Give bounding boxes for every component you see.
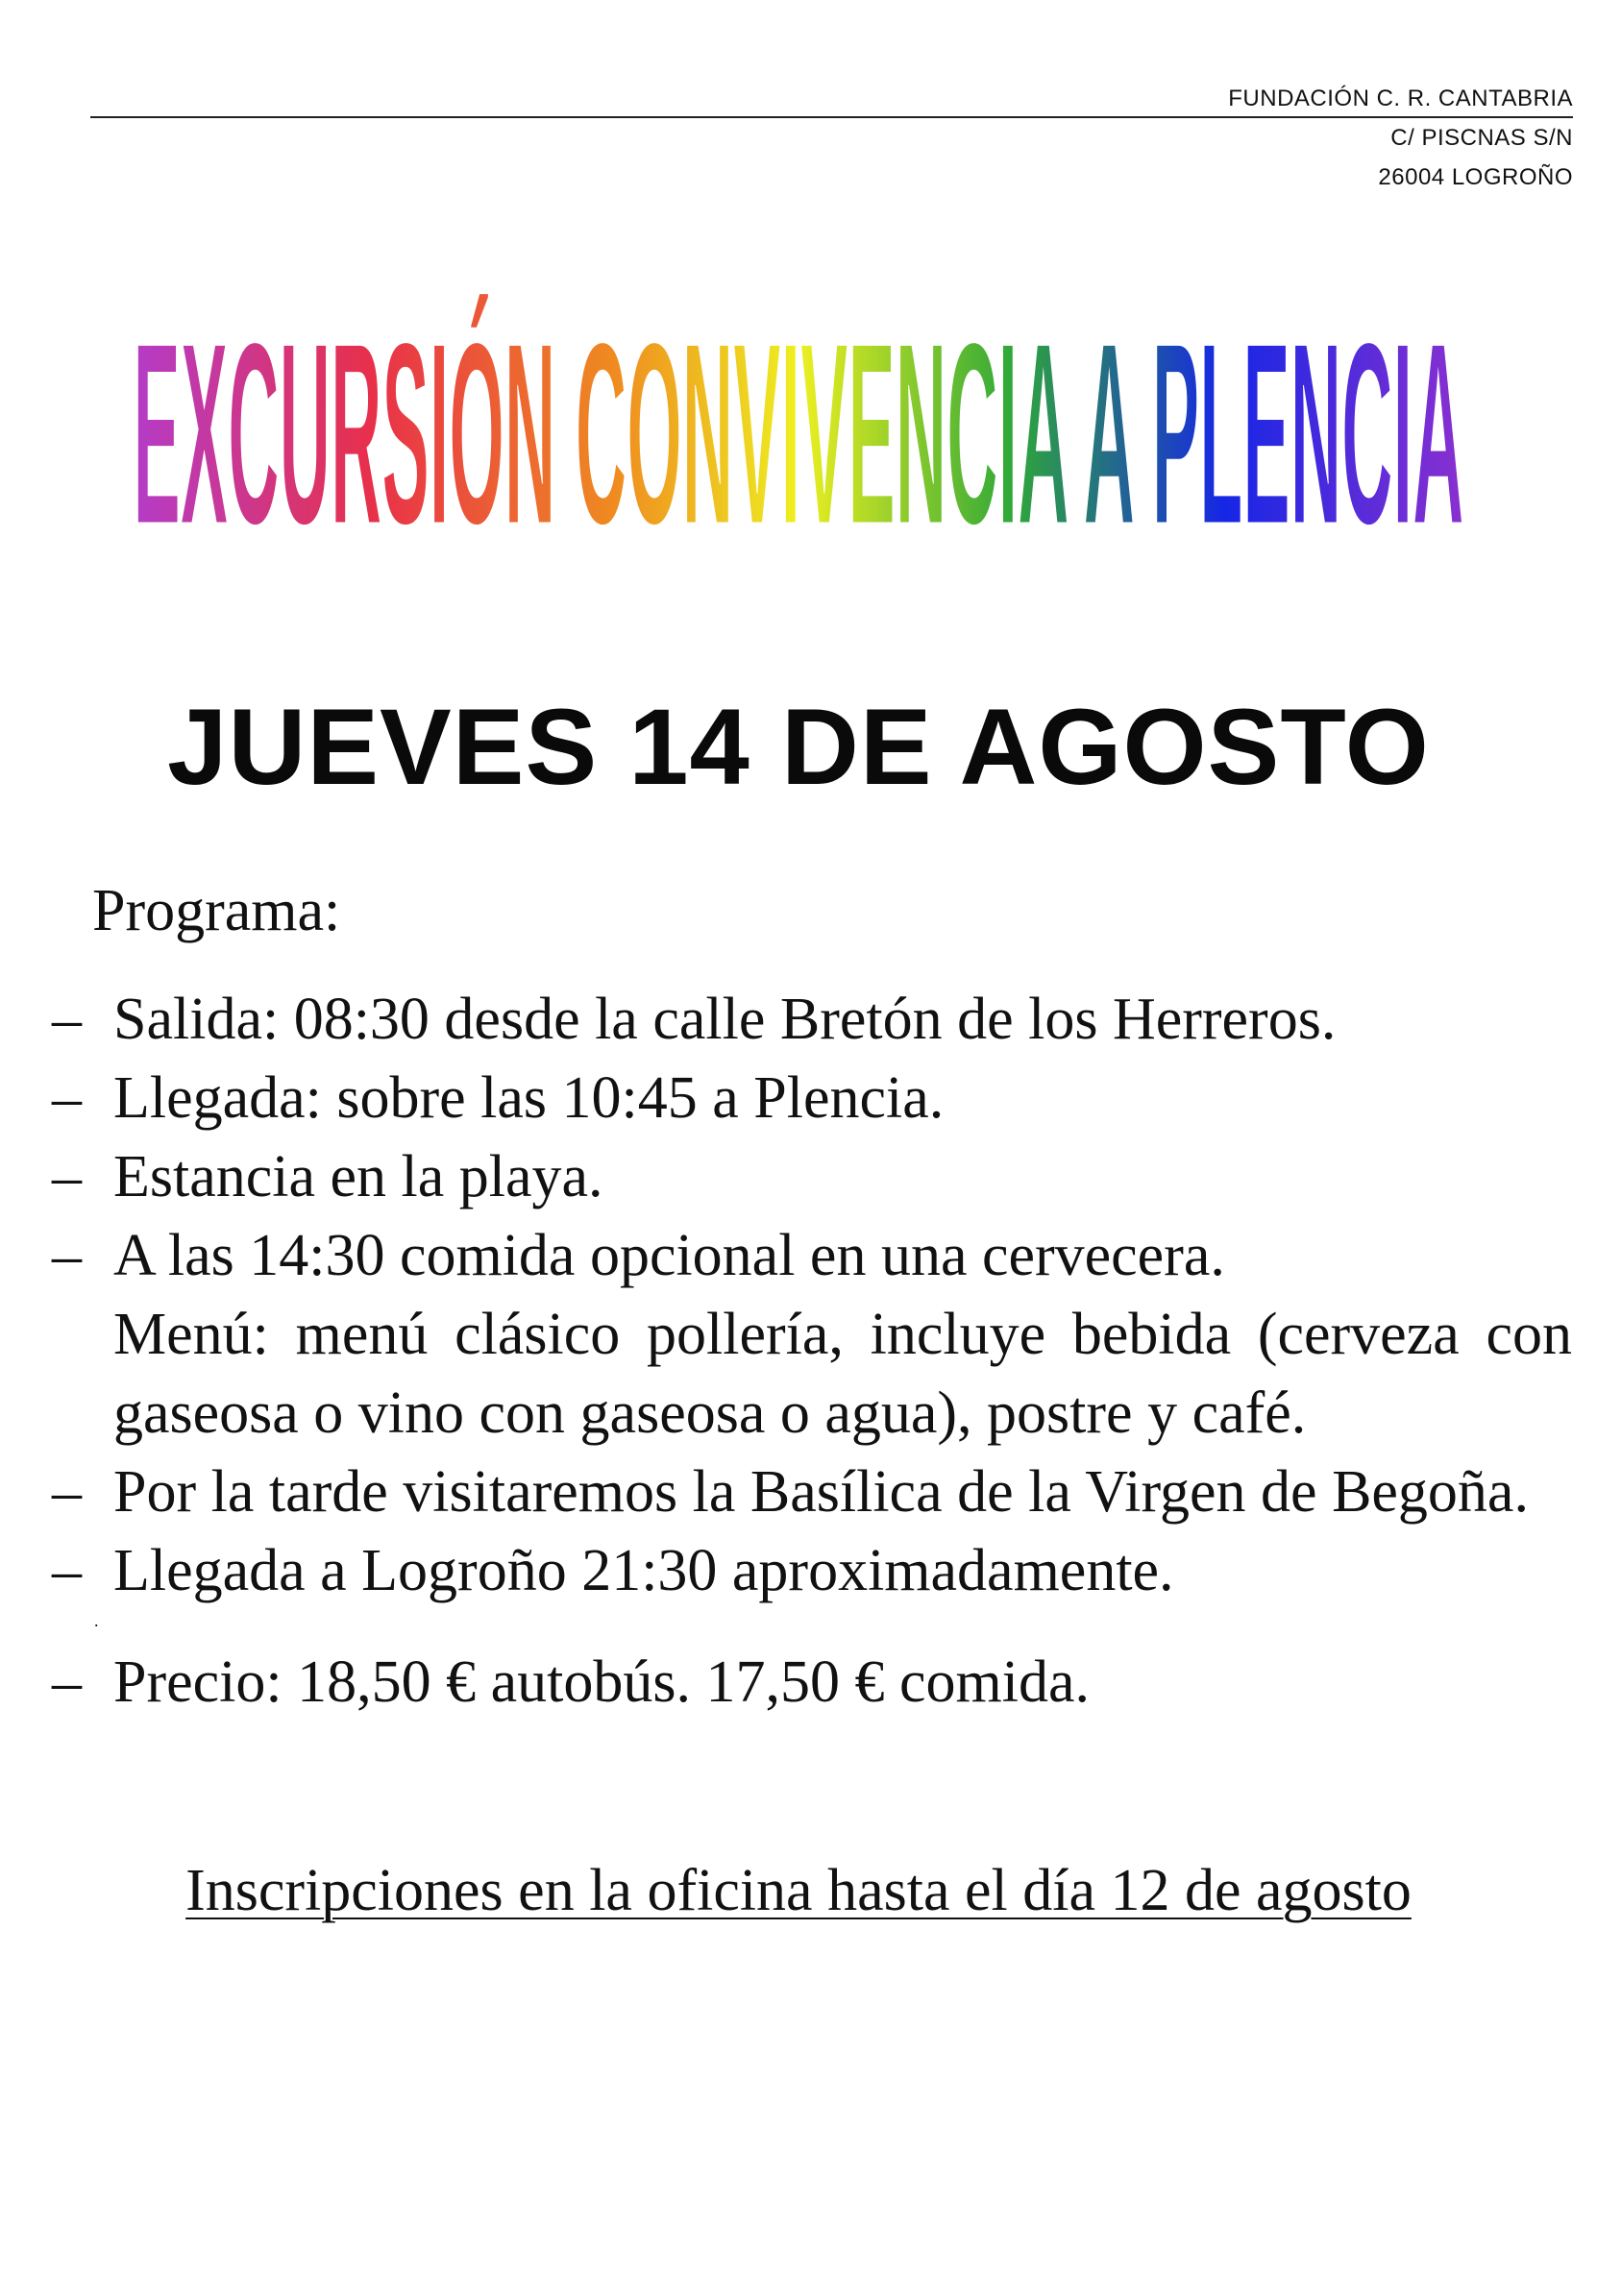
list-item: – Llegada a Logroño 21:30 aproximadamente. bbox=[52, 1531, 1572, 1610]
dash-bullet: – bbox=[52, 1459, 82, 1525]
list-item: – A las 14:30 comida opcional en una cervecera. bbox=[52, 1216, 1572, 1295]
list-item: – Salida: 08:30 desde la calle Bretón de los Herreros. bbox=[52, 980, 1572, 1059]
program-label: Programa: bbox=[92, 878, 341, 943]
list-item: – Estancia en la playa. bbox=[52, 1137, 1572, 1216]
program-list bbox=[52, 980, 1572, 1722]
dash-bullet: – bbox=[52, 1223, 82, 1288]
dash-bullet: – bbox=[52, 1538, 82, 1603]
organization-name: FUNDACIÓN C. R. CANTABRIA bbox=[1228, 85, 1573, 111]
stray-mark: . bbox=[94, 1611, 99, 1630]
list-item: – Por la tarde visitaremos la Basílica de la Virgen de Begoña. bbox=[52, 1453, 1572, 1531]
list-item: – Llegada: sobre las 10:45 a Plencia. bbox=[52, 1059, 1572, 1137]
dash-bullet: – bbox=[52, 1144, 82, 1209]
rainbow-title bbox=[0, 269, 1597, 548]
address-city: 26004 LOGROÑO bbox=[1378, 164, 1573, 190]
title-text: EXCURSIÓN CONVIVENCIA A PLENCIA bbox=[133, 288, 1464, 548]
enrollment-notice bbox=[0, 1852, 1597, 1929]
dash-bullet: – bbox=[52, 1649, 82, 1715]
list-item: – Precio: 18,50 € autobús. 17,50 € comida. bbox=[52, 1643, 1572, 1722]
organization-address bbox=[1228, 79, 1573, 197]
dash-bullet: – bbox=[52, 1065, 82, 1131]
event-date-heading: JUEVES 14 DE AGOSTO bbox=[167, 687, 1430, 807]
enrollment-text: Inscripciones en la oficina hasta el día 12 de agosto bbox=[185, 1858, 1412, 1923]
address-street: C/ PISCNAS S/N bbox=[1390, 125, 1573, 151]
list-item-continuation: Menú: menú clásico pollería, incluye bebida (cerveza con gaseosa o vino con gaseosa o agua), postre y café. bbox=[113, 1302, 1572, 1446]
dash-bullet: – bbox=[52, 987, 82, 1052]
